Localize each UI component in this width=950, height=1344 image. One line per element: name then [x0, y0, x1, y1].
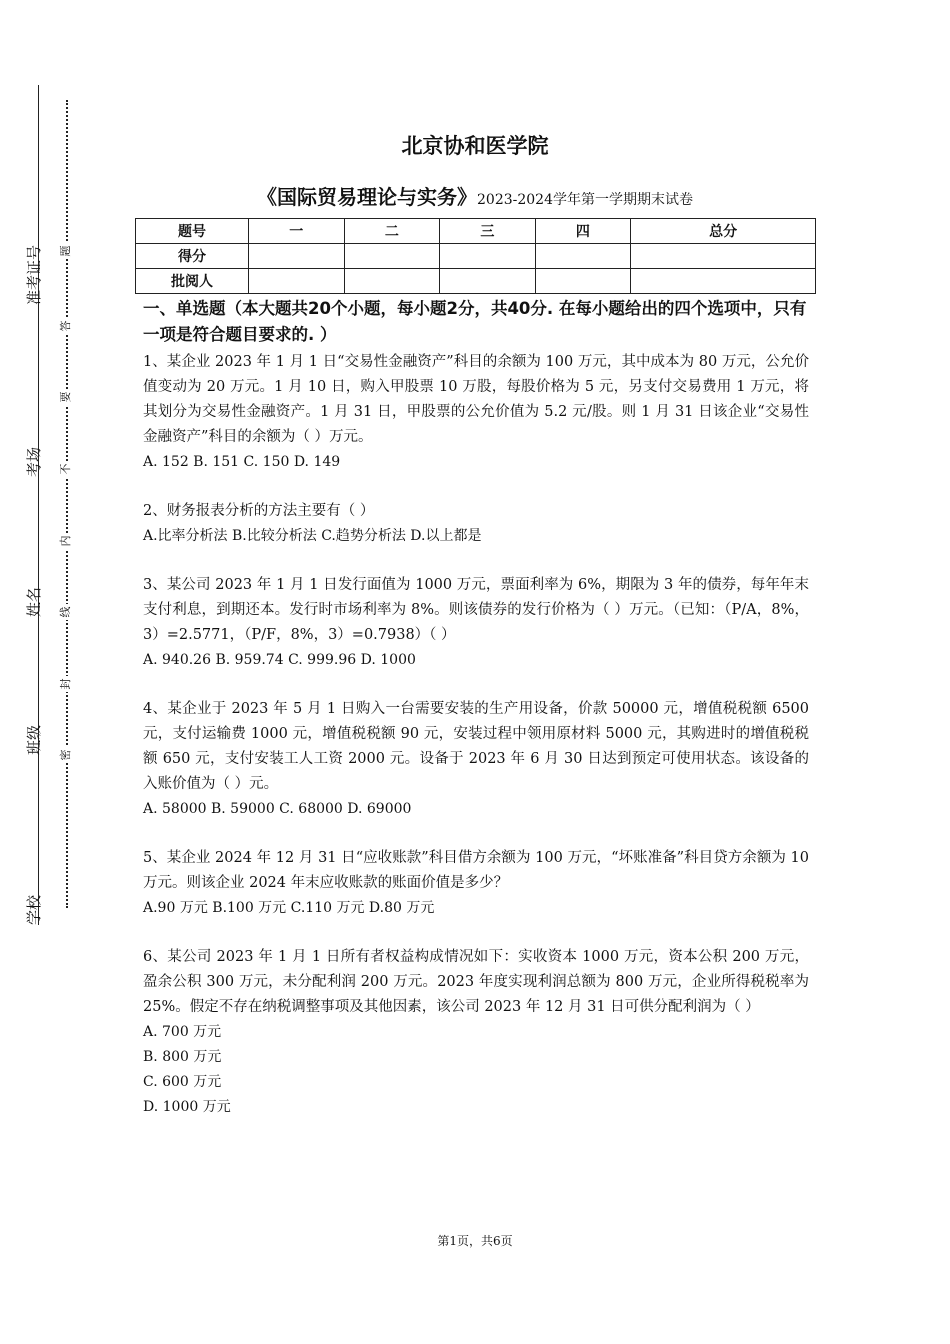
binding-label-school: 学校 — [25, 895, 43, 926]
school-title: 北京协和医学院 — [401, 134, 549, 158]
binding-line — [38, 85, 39, 925]
question — [143, 499, 809, 549]
question-options: A.90 万元 B.100 万元 C.110 万元 D.80 万元 — [143, 900, 435, 916]
grader-cell — [249, 269, 345, 294]
score-cell — [344, 244, 440, 269]
binding-label-class: 班级 — [25, 725, 43, 756]
grader-cell — [631, 269, 816, 294]
score-cell — [249, 244, 345, 269]
question — [143, 846, 809, 921]
seal-char: 答 — [58, 318, 74, 334]
question-option: D. 1000 万元 — [143, 1099, 231, 1115]
question — [143, 350, 809, 475]
course-title: 《国际贸易理论与实务》 — [257, 185, 477, 209]
question-option: C. 600 万元 — [143, 1074, 222, 1090]
question-stem: 2、财务报表分析的方法主要有（ ） — [143, 503, 375, 519]
section-heading: 一、单选题（本大题共20个小题，每小题2分，共40分. 在每小题给出的四个选项中，只有一项是符合题目要求的. ） — [143, 299, 807, 344]
grader-cell — [440, 269, 536, 294]
question — [143, 945, 809, 1120]
column-header: 三 — [440, 219, 536, 244]
column-header: 二 — [344, 219, 440, 244]
question — [143, 697, 809, 822]
question-options: A.比率分析法 B.比较分析法 C.趋势分析法 D.以上都是 — [143, 528, 482, 544]
term-title: 2023-2024学年第一学期期末试卷 — [477, 192, 693, 208]
question-option: A. 700 万元 — [143, 1024, 222, 1040]
question-stem: 3、某公司 2023 年 1 月 1 日发行面值为 1000 万元，票面利率为 6%，期限为 3 年的债券，每年年末支付利息，到期还本。发行时市场利率为 8%。则该债券的发行价格为（ ）万元。（已知：（P/A，8%，3）=2.5771，（P/F，8%，3）=0.7938）（ ） — [143, 577, 809, 643]
table-row — [136, 219, 816, 244]
score-cell — [631, 244, 816, 269]
table-row — [136, 244, 816, 269]
seal-char: 题 — [58, 243, 74, 259]
seal-char: 不 — [58, 461, 74, 477]
column-header: 一 — [249, 219, 345, 244]
grader-cell — [344, 269, 440, 294]
question-options: A. 940.26 B. 959.74 C. 999.96 D. 1000 — [143, 652, 416, 668]
column-header: 总分 — [631, 219, 816, 244]
question-stem: 5、某企业 2024 年 12 月 31 日“应收账款”科目借方余额为 100 万元，“坏账准备”科目贷方余额为 10 万元。则该企业 2024 年末应收账款的账面价值是多少？ — [143, 850, 809, 891]
row-label: 题号 — [136, 219, 249, 244]
exam-title — [0, 181, 950, 210]
row-label: 得分 — [136, 244, 249, 269]
question-option: B. 800 万元 — [143, 1049, 222, 1065]
page-footer: 第1页，共6页 — [437, 1234, 513, 1248]
question-options: A. 58000 B. 59000 C. 68000 D. 69000 — [143, 801, 412, 817]
exam-content — [143, 296, 809, 1144]
seal-char: 密 — [58, 747, 74, 763]
row-label: 批阅人 — [136, 269, 249, 294]
seal-char: 内 — [58, 533, 74, 549]
question-stem: 4、某企业于 2023 年 5 月 1 日购入一台需要安装的生产用设备，价款 50000 元，增值税税额 6500 元，支付运输费 1000 元，增值税税额 90 元，安装过程中领用原材料 5000 元，其购进时的增值税税额 650 元，支付安装工人工资 2000 元。设备于 2023 年 6 月 30 日达到预定可使用状态。该设备的入账价值为（ ）元。 — [143, 701, 809, 792]
binding-label-name: 姓名 — [25, 587, 43, 618]
seal-char: 要 — [58, 389, 74, 405]
seal-char: 线 — [58, 604, 74, 620]
table-row — [136, 269, 816, 294]
seal-char: 封 — [58, 676, 74, 692]
column-header: 四 — [535, 219, 631, 244]
question-stem: 1、某企业 2023 年 1 月 1 日“交易性金融资产”科目的余额为 100 万元，其中成本为 80 万元，公允价值变动为 20 万元。1 月 10 日，购入甲股票 10 万股，每股价格为 5 元，另支付交易费用 1 万元，将其划分为交易性金融资产。1 月 31 日，甲股票的公允价值为 5.2 元/股。则 1 月 31 日该企业“交易性金融资产”科目的余额为（ ）万元。 — [143, 354, 809, 445]
seal-dotted-line — [66, 100, 68, 908]
grader-cell — [535, 269, 631, 294]
binding-label-exam-number: 准考证号 — [25, 244, 43, 305]
question-options: A. 152 B. 151 C. 150 D. 149 — [143, 454, 341, 470]
binding-label-exam-room: 考场 — [25, 447, 43, 478]
score-cell — [440, 244, 536, 269]
question — [143, 573, 809, 673]
question-stem: 6、某公司 2023 年 1 月 1 日所有者权益构成情况如下：实收资本 1000 万元，资本公积 200 万元，盈余公积 300 万元，未分配利润 200 万元。2023 年度实现利润总额为 800 万元，企业所得税税率为 25%。假定不存在纳税调整事项及其他因素，该公司 2023 年 12 月 31 日可供分配利润为（ ） — [143, 949, 809, 1015]
score-table — [135, 218, 816, 294]
score-cell — [535, 244, 631, 269]
